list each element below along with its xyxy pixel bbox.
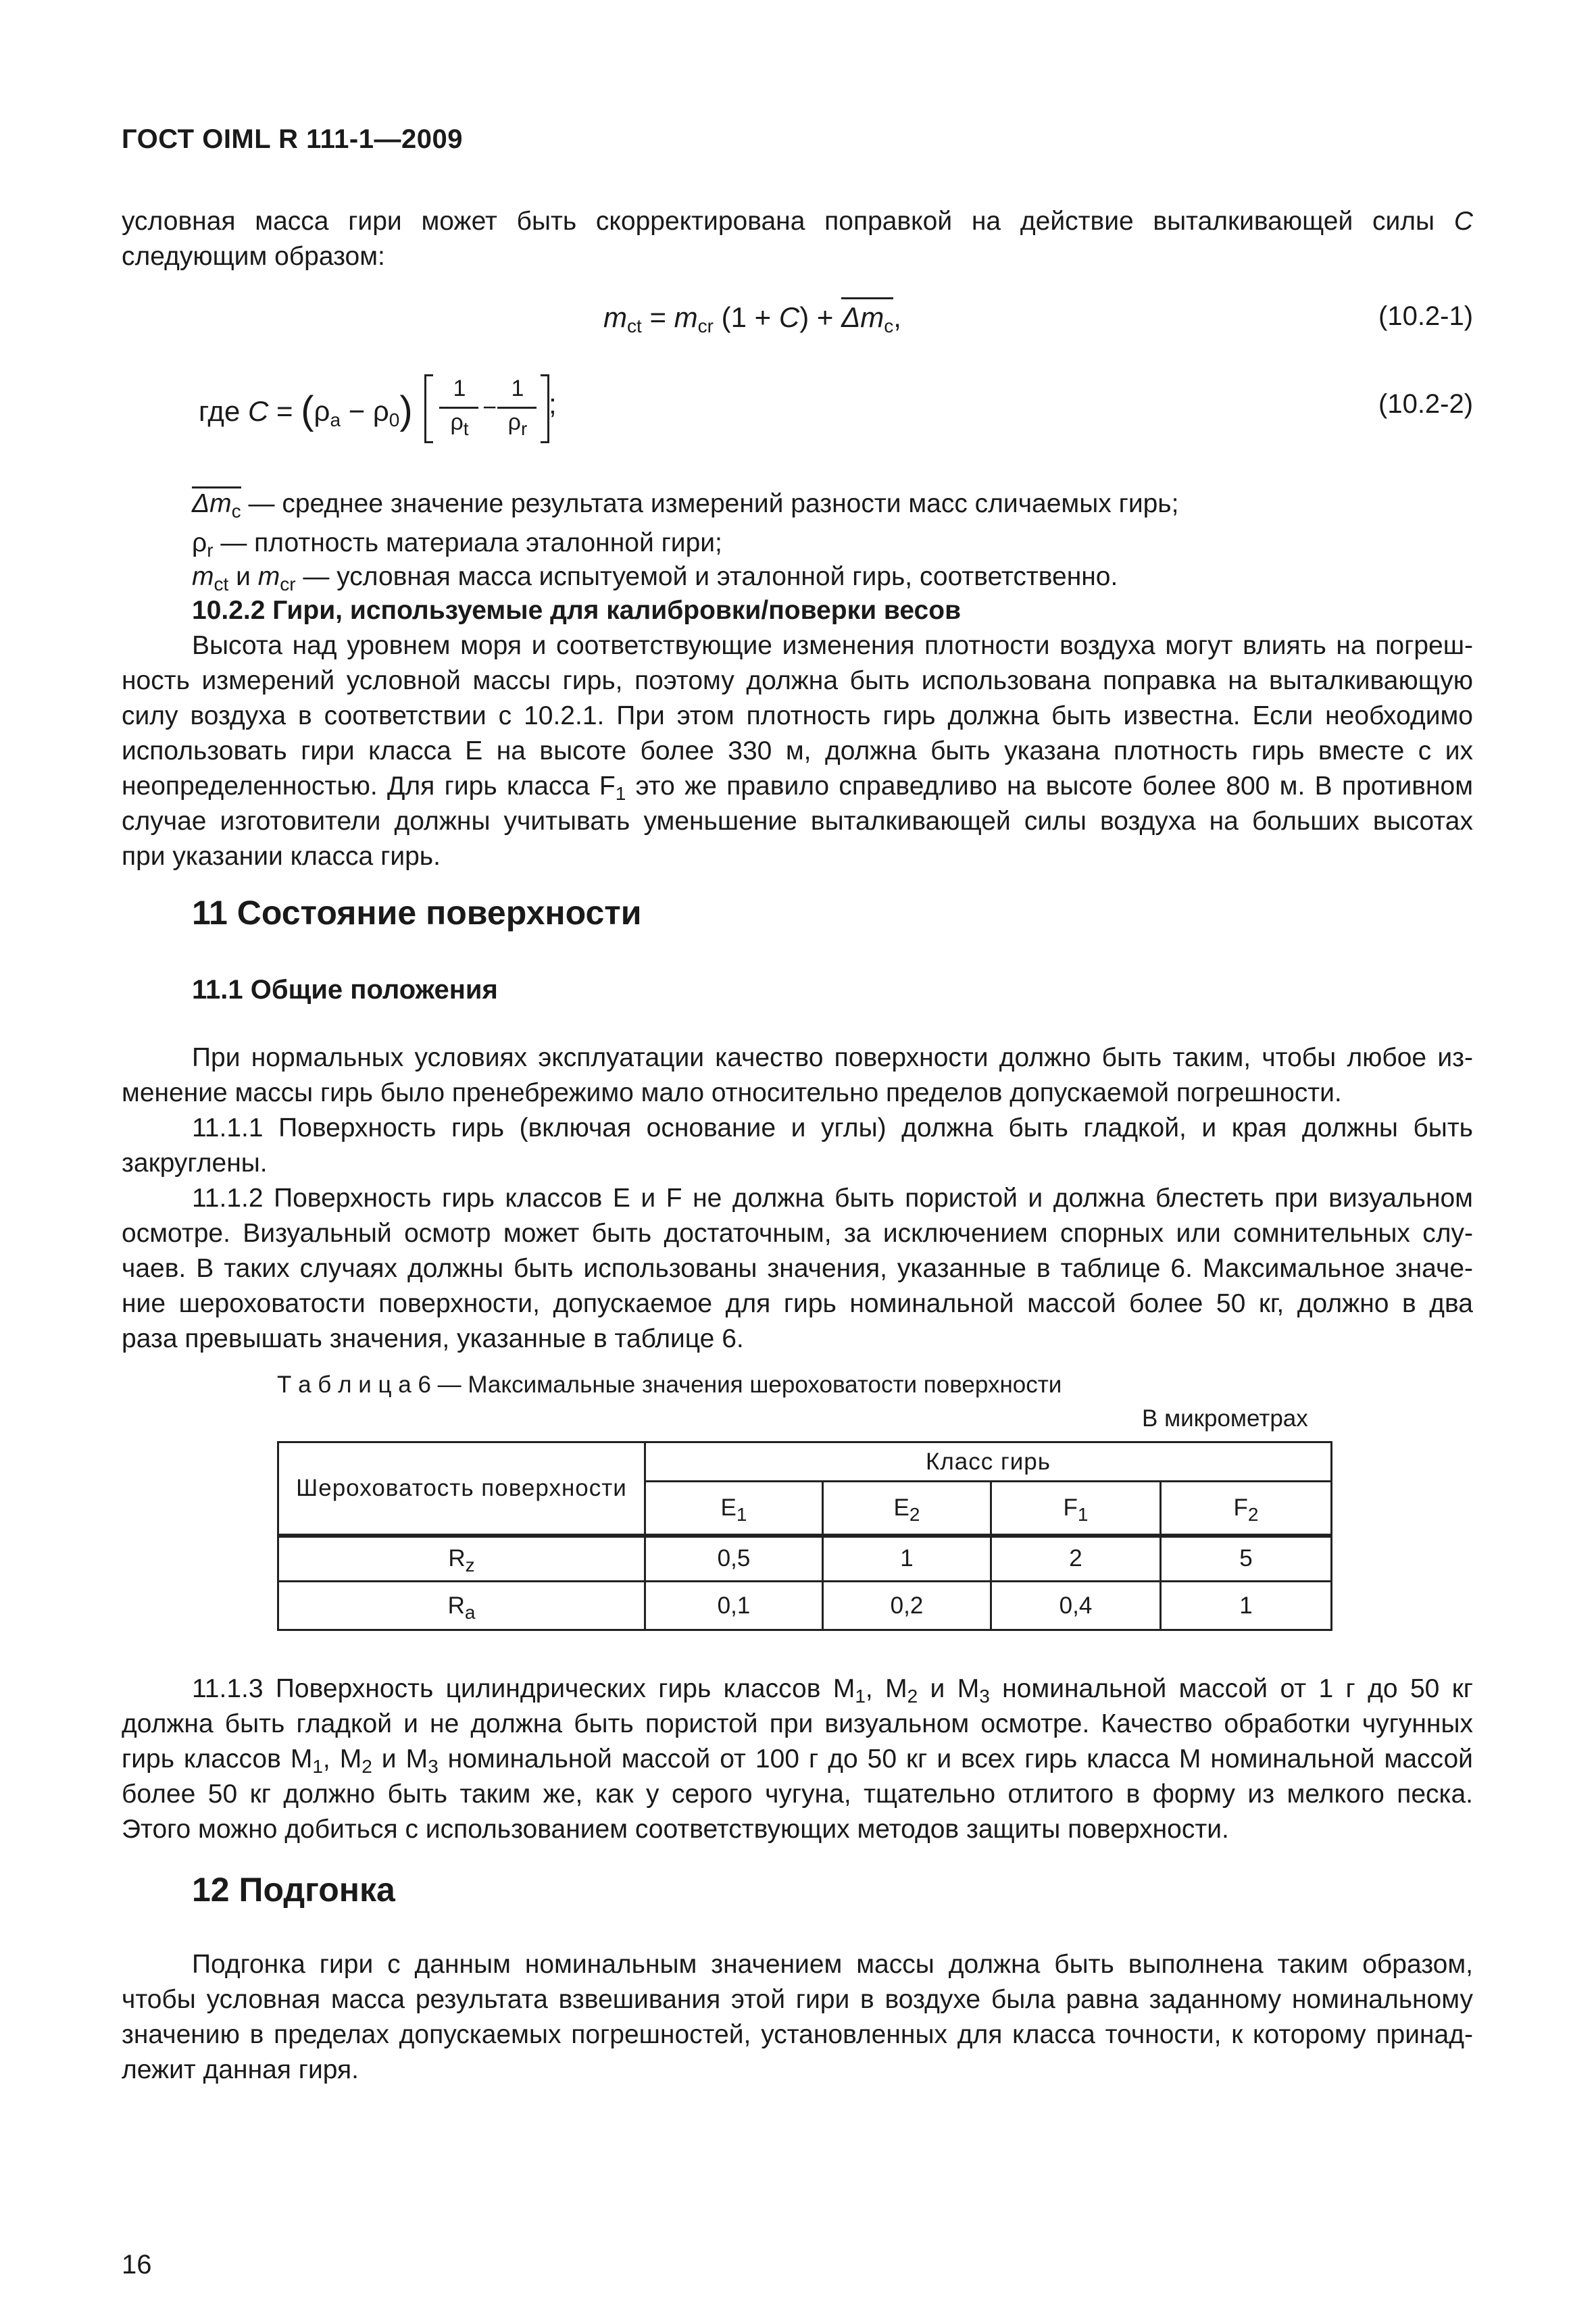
def1-overline <box>192 486 241 488</box>
p1113-l3e: и М <box>372 1744 428 1774</box>
roughness-table <box>277 1441 1332 1631</box>
eq2-den-1-sub: t <box>463 418 469 439</box>
p1022-line-5-sub: 1 <box>615 783 626 804</box>
p1022-line-5a: неопределенностью. Для гирь класса F <box>122 772 616 801</box>
table-class-e2 <box>823 1482 991 1536</box>
eq2-left-bracket <box>424 374 433 443</box>
eq2-semicolon: ; <box>549 388 557 420</box>
table-caption <box>277 1372 1062 1399</box>
table-header-row-1 <box>278 1442 1332 1482</box>
table-cell: 5 <box>1161 1536 1332 1582</box>
eq2-frac-bar-2 <box>497 407 537 409</box>
intro-paragraph <box>122 204 1473 274</box>
eq2-frac-bar-1 <box>439 407 478 409</box>
definition-mct-mcr <box>192 559 1118 595</box>
table-cell: 0,2 <box>823 1582 991 1630</box>
table-row-label-rz <box>278 1536 645 1582</box>
paragraph-12 <box>122 1947 1473 2088</box>
class-f1-letter: F <box>1063 1494 1078 1521</box>
def3-symbol: m <box>192 562 214 591</box>
def3-symbol2: m <box>257 562 280 591</box>
document-header: ГОСТ OIML R 111-1—2009 <box>122 124 463 154</box>
table-row <box>278 1536 1332 1582</box>
p1022-line-5b: это же правило справедливо на высоте более 800 м. В противном <box>626 772 1473 801</box>
p111-line-1: При нормальных условиях эксплуатации качество поверхности должно быть таким, чтобы любое из- <box>192 1043 1473 1072</box>
roughness-table-grid <box>277 1441 1332 1631</box>
equation-number-2: (10.2-2) <box>1378 389 1474 419</box>
eq1-m: m <box>674 301 698 333</box>
p1113-l1b: 1 <box>855 1686 866 1707</box>
intro-line-1-text: условная масса гири может быть скорректирована поправкой на действие выталкивающей силы <box>122 207 1435 236</box>
eq2-bracket-group <box>424 374 556 443</box>
eq2-den-2-sub: r <box>521 418 528 439</box>
equation-number-1: (10.2-1) <box>1378 301 1474 331</box>
heading-section-12: 12 Подгонка <box>192 1871 395 1909</box>
class-f2-letter: F <box>1233 1494 1248 1521</box>
eq1-lhs: m <box>603 301 627 333</box>
def2-text: — плотность материала эталонной гири; <box>213 528 722 557</box>
table-row <box>278 1582 1332 1630</box>
def3-text: — условная масса испытуемой и эталонной гирь, соответственно. <box>295 562 1118 591</box>
paragraph-11-1-3 <box>122 1671 1473 1847</box>
page-number: 16 <box>122 2250 152 2280</box>
eq2-rho-0: ρ <box>372 395 389 427</box>
p1113-l3b: 1 <box>312 1756 323 1777</box>
definition-rho-r <box>192 526 722 561</box>
eq1-close: ) + <box>799 301 842 333</box>
eq2-close-paren: ) <box>399 388 413 432</box>
p1111-line-1: 11.1.1 Поверхность гирь (включая основание и углы) должна быть гладкой, и края должны быть <box>192 1113 1473 1142</box>
eq1-c: C <box>778 301 800 333</box>
eq1-paren: (1 + <box>721 301 779 333</box>
eq2-sub-a: a <box>330 409 341 430</box>
p12-line-3: значению в пределах допускаемых погрешностей, установленных для класса точности, к которому принад- <box>122 2020 1473 2049</box>
p1113-l1g: номинальной массой от 1 г до 50 кг <box>989 1674 1473 1703</box>
eq2-open-paren: ( <box>301 388 314 432</box>
p1112-line-2: осмотре. Визуальный осмотр может быть достаточным, за исключением спорных или сомнительных слу- <box>122 1219 1473 1248</box>
p1113-l1d: 2 <box>907 1686 918 1707</box>
rz-letter: R <box>448 1545 466 1572</box>
p1113-l3c: , М <box>322 1744 362 1774</box>
eq2-den-1 <box>439 409 480 439</box>
equation-10-2-1 <box>603 301 901 334</box>
table-row-header: Шероховатость поверхности <box>278 1442 645 1536</box>
p12-line-4: лежит данная гиря. <box>122 2055 359 2084</box>
table-cell: 0,4 <box>991 1582 1161 1630</box>
eq2-minus: − <box>348 395 366 427</box>
eq2-rho-a: ρ <box>314 395 330 427</box>
eq1-m-sub: cr <box>697 316 714 336</box>
definition-delta-mc <box>192 486 1178 522</box>
eq2-prefix: где <box>199 395 241 427</box>
p1113-line-2: должна быть гладкой и не должна быть пористой при визуальном осмотре. Качество обработки чугунных <box>122 1709 1473 1738</box>
class-f1-sub: 1 <box>1077 1503 1089 1525</box>
table-cell: 2 <box>991 1536 1161 1582</box>
p1113-line-4: более 50 кг должно быть таким же, как у серого чугуна, тщательно отлитого в форму из мелкого песка. <box>122 1780 1473 1809</box>
ra-letter: R <box>447 1592 465 1619</box>
table-units: В микрометрах <box>1142 1405 1308 1432</box>
heading-10-2-2: 10.2.2 Гири, используемые для калибровки/поверки весов <box>192 596 962 625</box>
eq2-equals: = <box>276 395 293 427</box>
class-e2-letter: E <box>893 1494 909 1521</box>
p1113-l3d: 2 <box>361 1756 372 1777</box>
intro-line-2: следующим образом: <box>122 242 385 271</box>
eq2-num-2: 1 <box>511 376 524 401</box>
eq1-tail: , <box>893 301 901 333</box>
class-e1-sub: 1 <box>736 1503 747 1525</box>
eq2-frac-minus: − <box>482 393 497 421</box>
eq2-c: C <box>247 395 269 427</box>
paragraph-10-2-2 <box>122 628 1473 874</box>
p1022-line-7: при указании класса гирь. <box>122 842 441 871</box>
paragraph-11-1 <box>122 1040 1473 1357</box>
p12-line-1: Подгонка гири с данным номинальным значением массы должна быть выполнена таким образом, <box>192 1950 1473 1979</box>
p1113-line-3 <box>122 1742 1473 1777</box>
eq2-den-2-rho: ρ <box>507 409 521 435</box>
table-caption-label: Т а б л и ц а 6 <box>277 1372 431 1398</box>
intro-line-1 <box>122 204 1473 239</box>
p1111-line-2: закруглены. <box>122 1149 268 1178</box>
eq1-delta-term <box>841 301 894 336</box>
def3-sub2: cr <box>280 574 296 595</box>
eq1-lhs-sub: ct <box>627 316 642 336</box>
eq1-equals: = <box>649 301 666 333</box>
rz-sub: z <box>465 1555 475 1576</box>
table-cell: 0,5 <box>645 1536 823 1582</box>
def3-mid: и <box>228 562 258 591</box>
p1022-line-2: ность измерений условной массы гирь, поэтому должна быть использована поправка на выталкивающую <box>122 666 1473 695</box>
p1022-line-1: Высота над уровнем моря и соответствующие изменения плотности воздуха могут влиять на погреш- <box>192 631 1473 660</box>
table-group-header: Класс гирь <box>645 1442 1332 1482</box>
equation-10-2-2 <box>199 388 413 433</box>
eq2-den-1-rho: ρ <box>450 409 464 435</box>
p1112-line-4: ние шероховатости поверхности, допускаемое для гирь номинальной массой более 50 кг, должно в два <box>122 1289 1473 1318</box>
p1113-l1f: 3 <box>979 1686 990 1707</box>
p1113-l3f: 3 <box>428 1756 439 1777</box>
def3-sub: ct <box>214 574 229 595</box>
p111-line-2: менение массы гирь было пренебрежимо мало относительно пределов допускаемой погрешности. <box>122 1078 1342 1107</box>
ra-sub: a <box>464 1601 476 1623</box>
eq2-num-1: 1 <box>453 376 466 401</box>
p12-line-2: чтобы условная масса результата взвешивания этой гири в воздухе была равна заданному номинальному <box>122 1985 1473 2014</box>
eq1-overline <box>841 297 893 299</box>
table-class-f1 <box>991 1482 1161 1536</box>
class-e2-sub: 2 <box>909 1503 920 1525</box>
p1112-line-5: раза превышать значения, указанные в таблице 6. <box>122 1324 744 1353</box>
heading-11-1: 11.1 Общие положения <box>192 975 498 1005</box>
def1-text: — среднее значение результата измерений разности масс сличаемых гирь; <box>241 489 1179 518</box>
p1113-l1e: и М <box>918 1674 980 1703</box>
p1022-line-6: случае изготовители должны учитывать уменьшение выталкивающей силы воздуха на больших высотах <box>122 807 1473 836</box>
eq2-sub-0: 0 <box>389 409 400 430</box>
class-f2-sub: 2 <box>1247 1503 1259 1525</box>
table-cell: 0,1 <box>645 1582 823 1630</box>
class-e1-letter: E <box>720 1494 737 1521</box>
table-row-label-ra <box>278 1582 645 1630</box>
p1022-line-5 <box>122 769 1473 804</box>
table-caption-text: — Максимальные значения шероховатости поверхности <box>430 1372 1062 1398</box>
table-cell: 1 <box>823 1536 991 1582</box>
table-cell: 1 <box>1161 1582 1332 1630</box>
p1112-line-3: чаев. В таких случаях должны быть использованы значения, указанные в таблице 6. Максимальное значе- <box>122 1254 1473 1283</box>
def1-sub: c <box>231 501 241 522</box>
eq1-delta: Δm <box>841 301 884 333</box>
def2-sub: r <box>207 540 214 561</box>
p1113-l1c: , М <box>865 1674 907 1703</box>
def1-symbol: Δm <box>192 489 232 518</box>
table-class-f2 <box>1161 1482 1332 1536</box>
def1-symbol-wrap <box>192 489 241 522</box>
p1022-line-4: использовать гири класса Е на высоте более 330 м, должна быть указана плотность гирь вместе с их <box>122 736 1473 765</box>
p1022-line-3: силу воздуха в соответствии с 10.2.1. При этом плотность гирь должна быть известна. Если необходимо <box>122 701 1473 730</box>
eq2-den-2 <box>497 409 538 439</box>
p1113-line-1 <box>122 1671 1473 1707</box>
p1113-l3g: номинальной массой от 100 г до 50 кг и всех гирь класса М номинальной массой <box>438 1744 1473 1774</box>
heading-section-11: 11 Состояние поверхности <box>192 894 642 932</box>
p1113-line-5: Этого можно добиться с использованием соответствующих методов защиты поверхности. <box>122 1815 1229 1844</box>
table-class-e1 <box>645 1482 823 1536</box>
p1112-line-1: 11.1.2 Поверхность гирь классов Е и F не должна быть пористой и должна блестеть при визуальном <box>192 1184 1473 1213</box>
p1113-l3a: гирь классов М <box>122 1744 313 1774</box>
p1113-l1a: 11.1.3 Поверхность цилиндрических гирь классов М <box>192 1674 855 1703</box>
eq1-delta-sub: c <box>884 316 894 336</box>
def2-symbol: ρ <box>192 528 207 557</box>
intro-var-c: C <box>1453 207 1473 236</box>
